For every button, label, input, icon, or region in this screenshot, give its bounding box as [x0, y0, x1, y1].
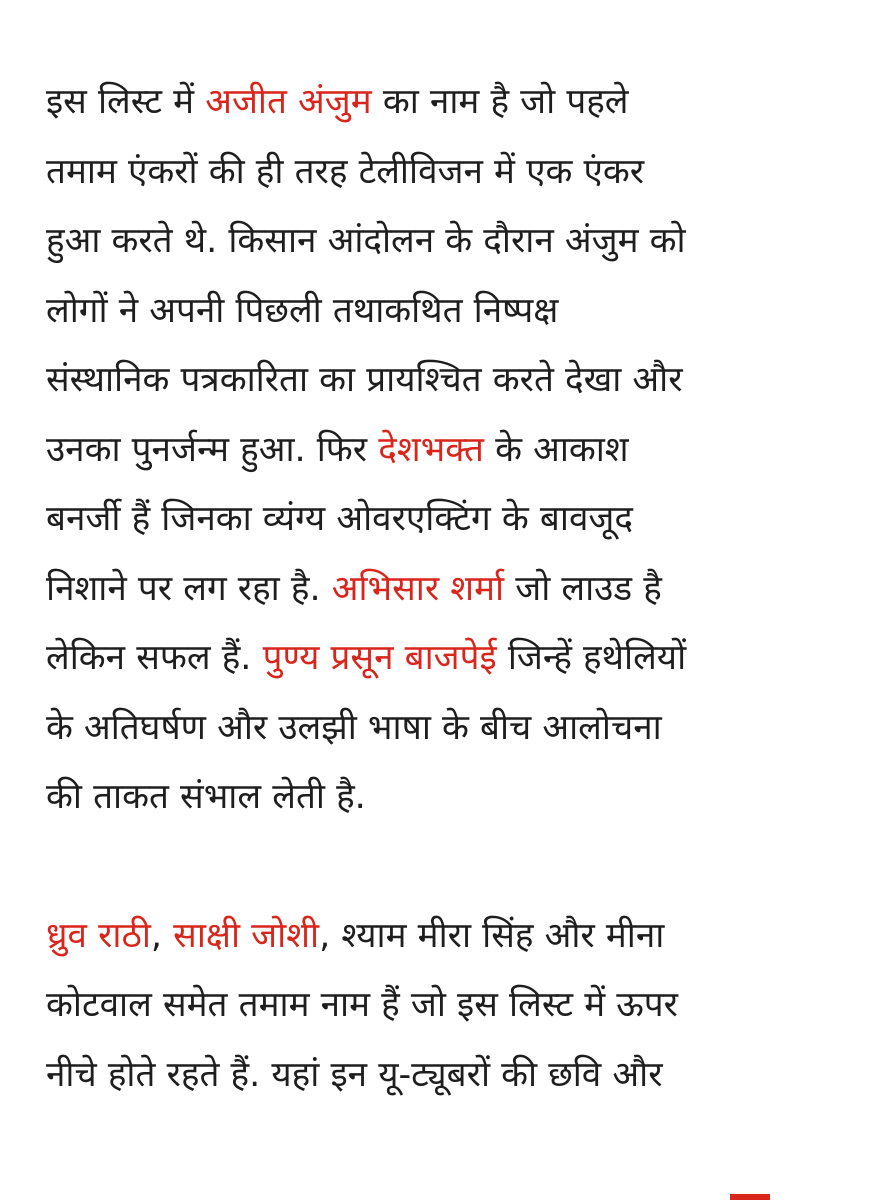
text-line: लोगों ने अपनी पिछली तथाकथित निष्पक्ष: [46, 290, 559, 331]
link-punya-prasun-bajpai[interactable]: पुण्य प्रसून बाजपेई: [262, 638, 497, 678]
text-line: संस्थानिक पत्रकारिता का प्रायश्चित करते देखा और: [46, 360, 683, 400]
partial-link-underline: [730, 1194, 770, 1200]
text-fragment: जिन्हें हथेलियों: [496, 638, 687, 678]
paragraph-spacer: [46, 833, 846, 902]
text-line: [46, 416, 846, 486]
paragraph-1: [46, 68, 846, 833]
article-body: [46, 68, 846, 1110]
link-ajit-anjum[interactable]: अजीत अंजुम: [205, 82, 372, 122]
text-line: कोटवाल समेत तमाम नाम हैं जो इस लिस्ट में ऊपर: [46, 985, 678, 1025]
paragraph-2: [46, 902, 846, 1111]
text-line: नीचे होते रहते हैं. यहां इन यू-ट्यूबरों की छवि और: [46, 1054, 663, 1095]
text-fragment: जो लाउड है: [504, 568, 662, 609]
text-line: [46, 68, 846, 138]
text-fragment: के आकाश: [483, 429, 629, 470]
text-fragment: निशाने पर लग रहा है.: [46, 568, 332, 609]
text-line: तमाम एंकरों की ही तरह टेलीविजन में एक एंकर: [46, 151, 645, 192]
text-line: [46, 624, 846, 694]
link-dhruv-rathee[interactable]: ध्रुव राठी: [46, 915, 151, 956]
text-line: [46, 555, 846, 625]
text-fragment: ,: [150, 915, 174, 956]
text-line: की ताकत संभाल लेती है.: [46, 777, 366, 817]
link-deshbhakt[interactable]: देशभक्त: [378, 429, 484, 470]
text-fragment: उनका पुनर्जन्म हुआ. फिर: [46, 429, 379, 470]
text-fragment: , श्याम मीरा सिंह और मीना: [319, 915, 665, 956]
text-line: के अतिघर्षण और उलझी भाषा के बीच आलोचना: [46, 707, 662, 748]
text-fragment: लेकिन सफल हैं.: [46, 638, 263, 678]
text-line: हुआ करते थे. किसान आंदोलन के दौरान अंजुम को: [46, 221, 686, 261]
text-line: [46, 902, 846, 972]
link-abhisar-sharma[interactable]: अभिसार शर्मा: [331, 568, 505, 609]
text-fragment: इस लिस्ट में: [46, 82, 206, 122]
link-sakshi-joshi[interactable]: साक्षी जोशी: [173, 915, 320, 956]
text-fragment: का नाम है जो पहले: [371, 82, 629, 122]
text-line: बनर्जी हैं जिनका व्यंग्य ओवरएक्टिंग के बावजूद: [46, 499, 633, 539]
